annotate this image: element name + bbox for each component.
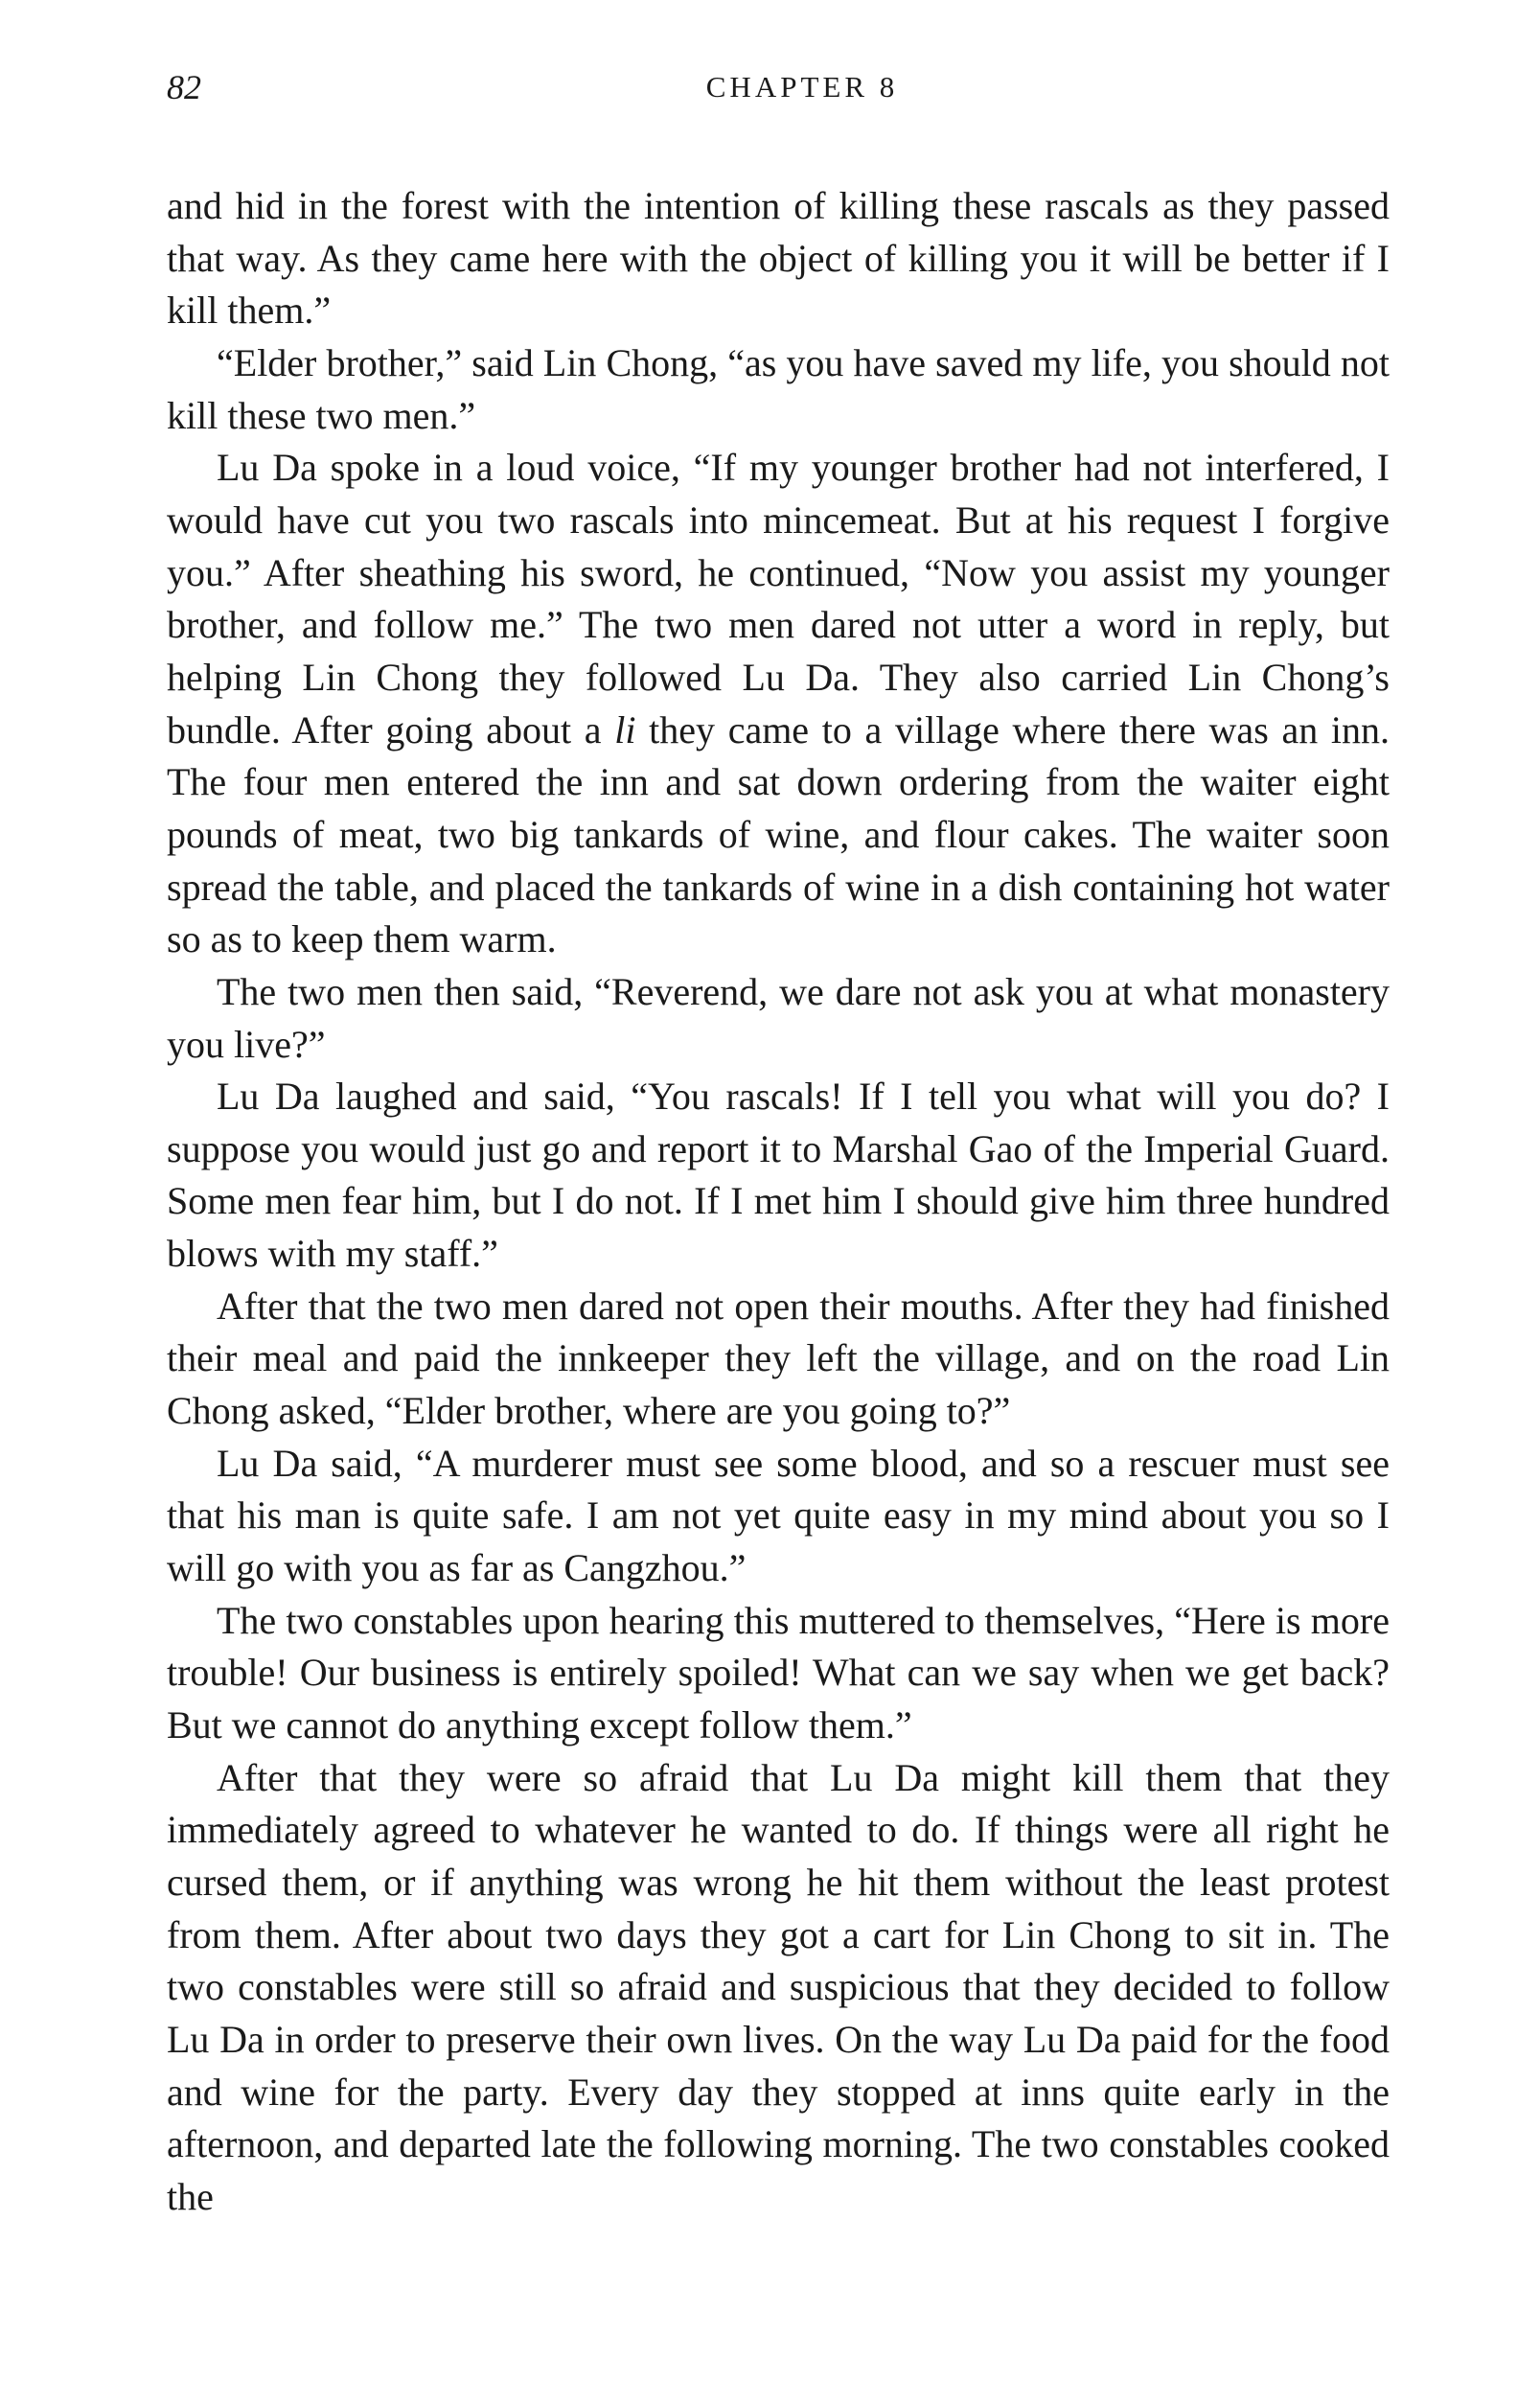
paragraph: Lu Da said, “A murderer must see some blood, and so a rescuer must see that his man is quite safe. I am not yet quite easy in my mind about you so I will go with you as far as Cangzhou.” [167,1441,1390,1590]
paragraph: After that the two men dared not open their mouths. After they had finished their meal and paid the innkeeper they left the village, and on the road Lin Chong asked, “Elder brother, where are you going to?” [167,1284,1390,1433]
paragraph-runs-over: After that they were so afraid that Lu Da might kill them that they immediately agreed to whatever he wanted to do. If things were all right he cursed them, or if anything was wrong he hit them without the least protest from them. After about two days they got a cart for Lin Chong to sit in. The two constables were still so afraid and suspicious that they decided to follow Lu Da in order to preserve their own lives. On the way Lu Da paid for the food and wine for the party. Every day they stopped at inns quite early in the afternoon, and departed late the following morning. The two constables cooked the [167,1755,1390,2218]
paragraph: “Elder brother,” said Lin Chong, “as you have saved my life, you should not kill these two men.” [167,340,1390,437]
paragraph-text: Lu Da spoke in a loud voice, “If my younger brother had not interfered, I would have cut you two rascals into mincemeat. But at his request I forgive you.” After sheathing his sword, he continued, “Now you assist my younger brother, and follow me.” The two men dared not utter a word in reply, but helping Lin Chong they followed Lu Da. They also carried Lin Chong’s bundle. After going about a [167,446,1390,752]
body-text [167,180,1390,2224]
paragraph: The two men then said, “Reverend, we dare not ask you at what monastery you live?” [167,969,1390,1066]
running-head [167,63,1390,111]
paragraph: Lu Da laughed and said, “You rascals! If I tell you what will you do? I suppose you would just go and report it to Marshal Gao of the Imperial Guard. Some men fear him, but I do not. If I met him I should give him three hundred blows with my staff.” [167,1075,1390,1276]
paragraph-continued: and hid in the forest with the intention of killing these rascals as they passed that way. As they came here with the object of killing you it will be better if I kill them.” [167,184,1390,333]
chapter-heading: CHAPTER 8 [705,70,899,104]
li-unit-term: li [614,707,636,752]
page-number: 82 [167,68,201,106]
paragraph: The two constables upon hearing this muttered to themselves, “Here is more trouble! Our business is entirely spoiled! What can we say when we get back? But we cannot do anything except follow them.” [167,1598,1390,1747]
paragraph-text: they came to a village where there was an inn. The four men entered the inn and sat down ordering from the waiter eight pounds of meat, two big tankards of wine, and flour cakes. The waiter soon spread the table, and placed the tankards of wine in a dish containing hot water so as to keep them warm. [167,707,1390,961]
paragraph-with-li [167,442,1390,966]
